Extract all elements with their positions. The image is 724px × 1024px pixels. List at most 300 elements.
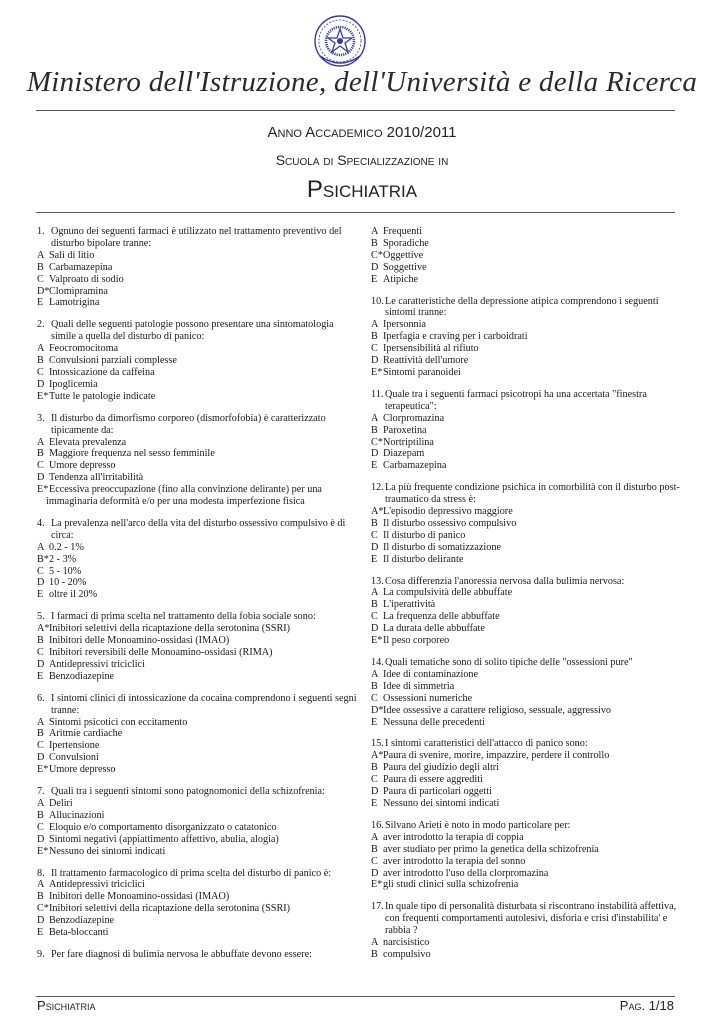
question-text: In quale tipo di personalità disturbata si riscontrano instabilità affettiva, con frequenti comportamenti autolesivi, disforia e crisi d'instabilita' e rabbia ? [385, 901, 677, 937]
option-letter: A [37, 343, 45, 355]
question-text: Cosa differenzia l'anoressia nervosa dalla bulimia nervosa: [385, 575, 625, 587]
question-block [371, 482, 687, 565]
option-letter: A [371, 226, 379, 237]
option-letter: E [37, 927, 44, 939]
option-text: Convulsioni [49, 752, 99, 764]
answer-option [37, 798, 357, 810]
question-text: I farmaci di prima scelta nel trattamento della fobia sociale sono: [51, 611, 316, 623]
option-letter: E* [37, 484, 49, 496]
option-text: Inibitori delle Monoamino-ossidasi (IMAO) [49, 635, 230, 647]
option-text: Umore depresso [49, 460, 116, 472]
option-text: Iperfagia e craving per i carboidrati [383, 331, 528, 343]
question-stem [37, 693, 357, 717]
answer-option [371, 774, 687, 786]
option-text: Atipiche [383, 273, 419, 285]
option-letter: E* [37, 845, 49, 857]
option-text: Benzodiazepine [49, 670, 115, 682]
answer-option [371, 425, 687, 437]
option-letter: C [37, 821, 44, 833]
answer-option [37, 903, 357, 915]
question-stem [37, 226, 357, 250]
answer-option [371, 844, 687, 856]
answer-option [371, 367, 687, 379]
answer-option [37, 343, 357, 355]
option-letter: E* [37, 390, 49, 402]
question-block [371, 226, 687, 286]
option-letter: E [371, 273, 378, 285]
option-text: Ipersensibilità al rifiuto [383, 343, 479, 355]
answer-option [371, 681, 687, 693]
question-block [371, 576, 687, 647]
answer-option [37, 752, 357, 764]
option-letter: C [37, 366, 44, 378]
question-number: 1. [37, 226, 45, 237]
question-number: 10. [371, 295, 384, 307]
answer-option [371, 530, 687, 542]
option-letter: B [37, 635, 44, 647]
option-text: Sintomi psicotici con eccitamento [49, 716, 188, 728]
option-letter: A [371, 831, 379, 843]
question-text: Ognuno dei seguenti farmaci è utilizzato nel trattamento preventivo del disturbo bipolare tranne: [51, 226, 342, 249]
answer-option [371, 343, 687, 355]
answer-option [371, 599, 687, 611]
option-text: narcisistico [383, 937, 430, 949]
question-text: Quali delle seguenti patologie possono presentare una sintomatologia simile a quella del disturbo di panico: [51, 319, 334, 343]
answer-option [371, 587, 687, 599]
option-text: Aritmie cardiache [49, 728, 123, 740]
option-letter: C [371, 529, 378, 541]
option-letter: E* [371, 635, 383, 647]
question-stem [371, 389, 687, 413]
question-number: 2. [37, 319, 45, 331]
option-letter: B [371, 599, 378, 611]
option-text: L'episodio depressivo maggiore [383, 506, 513, 518]
option-text: Idee di contaminazione [383, 668, 479, 680]
option-letter: B [371, 762, 378, 774]
option-letter: A* [371, 506, 384, 518]
question-number: 6. [37, 692, 45, 704]
question-number: 3. [37, 412, 45, 424]
question-block [371, 296, 687, 379]
option-text: Intossicazione da caffeina [49, 366, 155, 378]
question-stem [37, 611, 357, 623]
answer-option [371, 750, 687, 762]
footer-divider [36, 996, 675, 997]
question-stem [37, 518, 357, 542]
question-number: 13. [371, 575, 384, 587]
option-letter: A* [37, 623, 50, 635]
option-text: Ipersonnia [383, 319, 426, 331]
option-letter: D [37, 658, 45, 670]
question-text: La più frequente condizione psichica in comorbilità con il disturbo post-traumatico da stress è: [385, 482, 680, 506]
option-text: Il disturbo ossessivo compulsivo [383, 517, 517, 529]
option-letter: B [371, 517, 378, 529]
answer-option [37, 484, 357, 508]
option-letter: C [37, 460, 44, 472]
option-text: Paura di particolari oggetti [383, 786, 492, 798]
option-text: Sporadiche [383, 237, 429, 249]
option-text: Sali di litio [49, 249, 95, 261]
option-text: Beta-bloccanti [49, 927, 109, 939]
question-stem [371, 820, 687, 832]
option-letter: A [371, 668, 379, 680]
answer-option [371, 460, 687, 472]
answer-option [37, 472, 357, 484]
answer-option [37, 834, 357, 846]
page-number: Pag. 1/18 [619, 998, 674, 1013]
option-letter: E* [37, 764, 49, 776]
answer-option [37, 589, 357, 601]
option-letter: D [371, 867, 379, 879]
option-letter: B [371, 331, 378, 343]
question-text: Le caratteristiche della depressione atipica comprendono i seguenti sintomi tranne: [385, 295, 659, 319]
question-text: I sintomi caratteristici dell'attacco di panico sono: [385, 738, 588, 750]
option-text: Feocromocitoma [49, 343, 119, 355]
answer-option [37, 379, 357, 391]
answer-option [37, 764, 357, 776]
question-stem [371, 482, 687, 506]
option-letter: E [371, 553, 378, 565]
option-text: Deliri [49, 797, 73, 809]
option-text: Lamotrigina [49, 297, 100, 309]
option-text: Paroxetina [383, 424, 427, 436]
option-text: Ossessioni numeriche [383, 692, 473, 704]
option-text: Sintomi paranoidei [383, 366, 461, 378]
answer-option [371, 355, 687, 367]
answer-option [37, 879, 357, 891]
option-letter: A [37, 249, 45, 261]
option-text: La durata delle abbuffate [383, 623, 485, 635]
option-letter: B [37, 448, 44, 460]
answer-option [37, 915, 357, 927]
option-letter: E [37, 589, 44, 601]
option-letter: A [37, 879, 45, 891]
question-text: La prevalenza nell'arco della vita del disturbo ossessivo compulsivo è di circa: [51, 517, 346, 541]
option-text: Nessuna delle precedenti [383, 716, 485, 728]
option-text: Frequenti [383, 226, 423, 237]
answer-option [37, 822, 357, 834]
option-text: oltre il 20% [49, 589, 98, 601]
option-letter: A [37, 541, 45, 553]
option-letter: E* [371, 366, 383, 378]
option-letter: B [37, 355, 44, 367]
question-text: I sintomi clinici di intossicazione da cocaina comprendono i seguenti segni tranne: [51, 692, 357, 716]
question-block [37, 868, 357, 939]
option-letter: C [371, 692, 378, 704]
answer-option [37, 647, 357, 659]
answer-option [37, 262, 357, 274]
question-block [371, 389, 687, 472]
answer-option [371, 717, 687, 729]
left-column [37, 226, 357, 971]
option-letter: B [371, 680, 378, 692]
answer-option [371, 413, 687, 425]
option-letter: D [371, 448, 379, 460]
question-text: Quali tematiche sono di solito tipiche delle "ossessioni pure" [385, 657, 633, 668]
answer-option [37, 891, 357, 903]
answer-option [371, 611, 687, 623]
answer-option [371, 879, 687, 891]
question-number: 7. [37, 786, 45, 798]
answer-option [371, 262, 687, 274]
question-number: 14. [371, 657, 384, 668]
answer-option [37, 460, 357, 472]
answer-option [37, 391, 357, 403]
option-letter: D* [37, 285, 50, 297]
option-text: Antidepressivi triciclici [49, 658, 145, 670]
option-letter: A [37, 797, 45, 809]
question-number: 9. [37, 948, 45, 960]
question-text: Quali tra i seguenti sintomi sono patognomonici della schizofrenia: [51, 786, 325, 798]
question-block [371, 657, 687, 728]
option-text: Oggettive [383, 249, 424, 261]
subject-title: Psichiatria [306, 176, 418, 203]
option-text: Paura del giudizio degli altri [383, 762, 499, 774]
option-letter: B [37, 891, 44, 903]
question-text: Il trattamento farmacologico di prima scelta del disturbo di panico è: [51, 867, 332, 879]
option-letter: A [37, 436, 45, 448]
option-text: Umore depresso [49, 764, 116, 776]
question-text: Quale tra i seguenti farmaci psicotropi ha una accertata "finestra terapeutica": [385, 388, 647, 412]
option-letter: E [371, 460, 378, 472]
answer-option [371, 798, 687, 810]
option-text: Soggettive [383, 261, 427, 273]
answer-option [37, 448, 357, 460]
option-text: Maggiore frequenza nel sesso femminile [49, 448, 215, 460]
option-text: Il peso corporeo [383, 635, 450, 647]
option-letter: D [37, 577, 45, 589]
answer-option [37, 659, 357, 671]
answer-option [371, 518, 687, 530]
option-letter: A [371, 319, 379, 331]
option-text: Tutte le patologie indicate [49, 390, 156, 402]
question-stem [37, 868, 357, 880]
option-text: Carbamazepina [49, 261, 113, 273]
option-letter: E [37, 297, 44, 309]
option-letter: E [371, 797, 378, 809]
question-stem [371, 901, 687, 937]
option-text: aver studiato per primo la genetica della schizofrenia [383, 843, 599, 855]
answer-option [371, 937, 687, 949]
answer-option [371, 250, 687, 262]
option-letter: B [37, 261, 44, 273]
answer-option [37, 286, 357, 298]
option-text: Ipoglicemia [49, 378, 98, 390]
option-letter: C [37, 273, 44, 285]
option-letter: C [37, 740, 44, 752]
option-text: L'iperattività [383, 599, 436, 611]
right-column [371, 226, 687, 971]
option-text: Nessuno dei sintomi indicati [49, 845, 166, 857]
question-stem [37, 319, 357, 343]
question-number: 12. [371, 482, 384, 494]
answer-option [37, 927, 357, 939]
answer-option [371, 554, 687, 566]
answer-option [37, 846, 357, 858]
option-letter: D* [371, 704, 384, 716]
option-letter: C [371, 343, 378, 355]
option-text: Elevata prevalenza [49, 436, 127, 448]
option-text: Reattività dell'umore [383, 355, 469, 367]
option-text: Nessuno dei sintomi indicati [383, 797, 500, 809]
option-letter: C* [371, 249, 383, 261]
option-text: Eloquio e/o comportamento disorganizzato o catatonico [49, 821, 277, 833]
option-text: Il disturbo delirante [383, 553, 464, 565]
answer-option [37, 671, 357, 683]
question-block [37, 518, 357, 601]
option-text: Carbamazepina [383, 460, 447, 472]
option-text: Inibitori selettivi della ricaptazione della serotonina (SSRI) [49, 623, 291, 635]
option-letter: D [37, 833, 45, 845]
question-block [371, 901, 687, 961]
question-block [371, 820, 687, 891]
answer-option [37, 635, 357, 647]
option-text: Il disturbo di somatizzazione [383, 541, 501, 553]
option-text: Ipertensione [49, 740, 100, 752]
option-letter: C [37, 647, 44, 658]
option-text: Inibitori delle Monoamino-ossidasi (IMAO) [49, 891, 230, 903]
answer-option [371, 623, 687, 635]
answer-option [371, 331, 687, 343]
answer-option [371, 762, 687, 774]
question-text: Silvano Arieti è noto in modo particolare per: [385, 819, 571, 831]
option-letter: E* [371, 879, 383, 891]
question-number: 5. [37, 611, 45, 623]
option-text: Valproato di sodio [49, 273, 124, 285]
answer-option [371, 542, 687, 554]
answer-option [37, 250, 357, 262]
option-text: Tendenza all'irritabilità [49, 472, 144, 484]
question-stem [37, 949, 357, 961]
question-number: 4. [37, 517, 45, 529]
answer-option [371, 705, 687, 717]
footer-subject: Psichiatria [37, 998, 96, 1013]
option-text: 5 - 10% [49, 565, 82, 577]
answer-option [371, 856, 687, 868]
answer-option [371, 832, 687, 844]
republic-emblem-icon [312, 12, 368, 68]
option-text: Inibitori reversibili delle Monoamino-ossidasi (RIMA) [49, 647, 273, 658]
answer-option [37, 274, 357, 286]
option-letter: A [371, 937, 379, 949]
question-stem [371, 657, 687, 669]
option-text: 10 - 20% [49, 577, 87, 589]
answer-option [37, 728, 357, 740]
option-letter: D [371, 355, 379, 367]
option-letter: B [371, 843, 378, 855]
option-letter: C [371, 774, 378, 786]
option-letter: B [371, 948, 378, 960]
answer-option [371, 238, 687, 250]
option-text: Idee di simmetria [383, 680, 455, 692]
option-letter: D [371, 786, 379, 798]
school-label: Scuola di Specializzazione in [275, 152, 449, 168]
answer-option [37, 542, 357, 554]
question-number: 16. [371, 819, 384, 831]
question-stem [371, 738, 687, 750]
answer-option [37, 355, 357, 367]
option-text: Paura di essere aggrediti [383, 774, 483, 786]
option-letter: D [371, 623, 379, 635]
option-letter: B [37, 809, 44, 821]
answer-option [37, 367, 357, 379]
answer-option [371, 949, 687, 961]
academic-year: Anno Accademico 2010/2011 [267, 124, 457, 141]
option-text: aver introdotto la terapia di coppia [383, 831, 524, 843]
question-number: 8. [37, 867, 45, 879]
ministry-title: Ministero dell'Istruzione, dell'Università e della Ricerca [26, 66, 698, 98]
option-text: Convulsioni parziali complesse [49, 355, 177, 367]
option-text: Antidepressivi triciclici [49, 879, 145, 891]
option-text: Allucinazioni [49, 809, 105, 821]
option-text: Nortriptilina [383, 436, 434, 448]
option-letter: D [37, 752, 45, 764]
answer-option [37, 577, 357, 589]
question-stem [37, 413, 357, 437]
option-letter: B [371, 424, 378, 436]
question-block [37, 226, 357, 309]
option-letter: C [37, 565, 44, 577]
question-block [37, 786, 357, 857]
question-stem [371, 296, 687, 320]
answer-option [37, 437, 357, 449]
answer-option [371, 274, 687, 286]
question-block [37, 611, 357, 682]
option-letter: B* [37, 553, 49, 565]
answer-option [37, 554, 357, 566]
option-text: 2 - 3% [49, 553, 77, 565]
option-letter: D [37, 378, 45, 390]
option-letter: E [371, 716, 378, 728]
option-letter: E [37, 670, 44, 682]
answer-option [371, 868, 687, 880]
option-letter: C* [37, 903, 49, 915]
option-text: La compulsività delle abbuffate [383, 587, 513, 599]
answer-option [371, 693, 687, 705]
subject-divider [36, 212, 675, 213]
option-text: Inibitori selettivi della ricaptazione della serotonina (SSRI) [49, 903, 291, 915]
option-letter: D [371, 541, 379, 553]
option-text: compulsivo [383, 948, 431, 960]
question-text: Il disturbo da dimorfismo corporeo (dismorfofobia) è caratterizzato tipicamente da: [51, 412, 326, 436]
option-letter: D [37, 915, 45, 927]
option-letter: D [37, 472, 45, 484]
option-text: La frequenza delle abbuffate [383, 611, 500, 623]
question-block [37, 319, 357, 402]
question-stem [371, 576, 687, 588]
answer-option [371, 635, 687, 647]
header-divider [36, 110, 675, 111]
option-letter: B [37, 728, 44, 740]
question-block [371, 738, 687, 809]
option-letter: D [371, 261, 379, 273]
answer-option [37, 623, 357, 635]
answer-option [371, 319, 687, 331]
option-text: Idee ossessive a carattere religioso, sessuale, aggressivo [383, 704, 612, 716]
option-text: aver introdotto la terapia del sonno [383, 855, 526, 867]
option-letter: C* [371, 436, 383, 448]
option-letter: A [371, 587, 379, 599]
option-letter: A* [371, 750, 384, 762]
answer-option [371, 506, 687, 518]
answer-option [371, 226, 687, 238]
question-block [37, 693, 357, 776]
question-block [37, 413, 357, 508]
question-number: 11. [371, 388, 384, 400]
answer-option [371, 669, 687, 681]
option-text: aver introdotto l'uso della clorpromazina [383, 867, 549, 879]
question-number: 15. [371, 738, 384, 750]
